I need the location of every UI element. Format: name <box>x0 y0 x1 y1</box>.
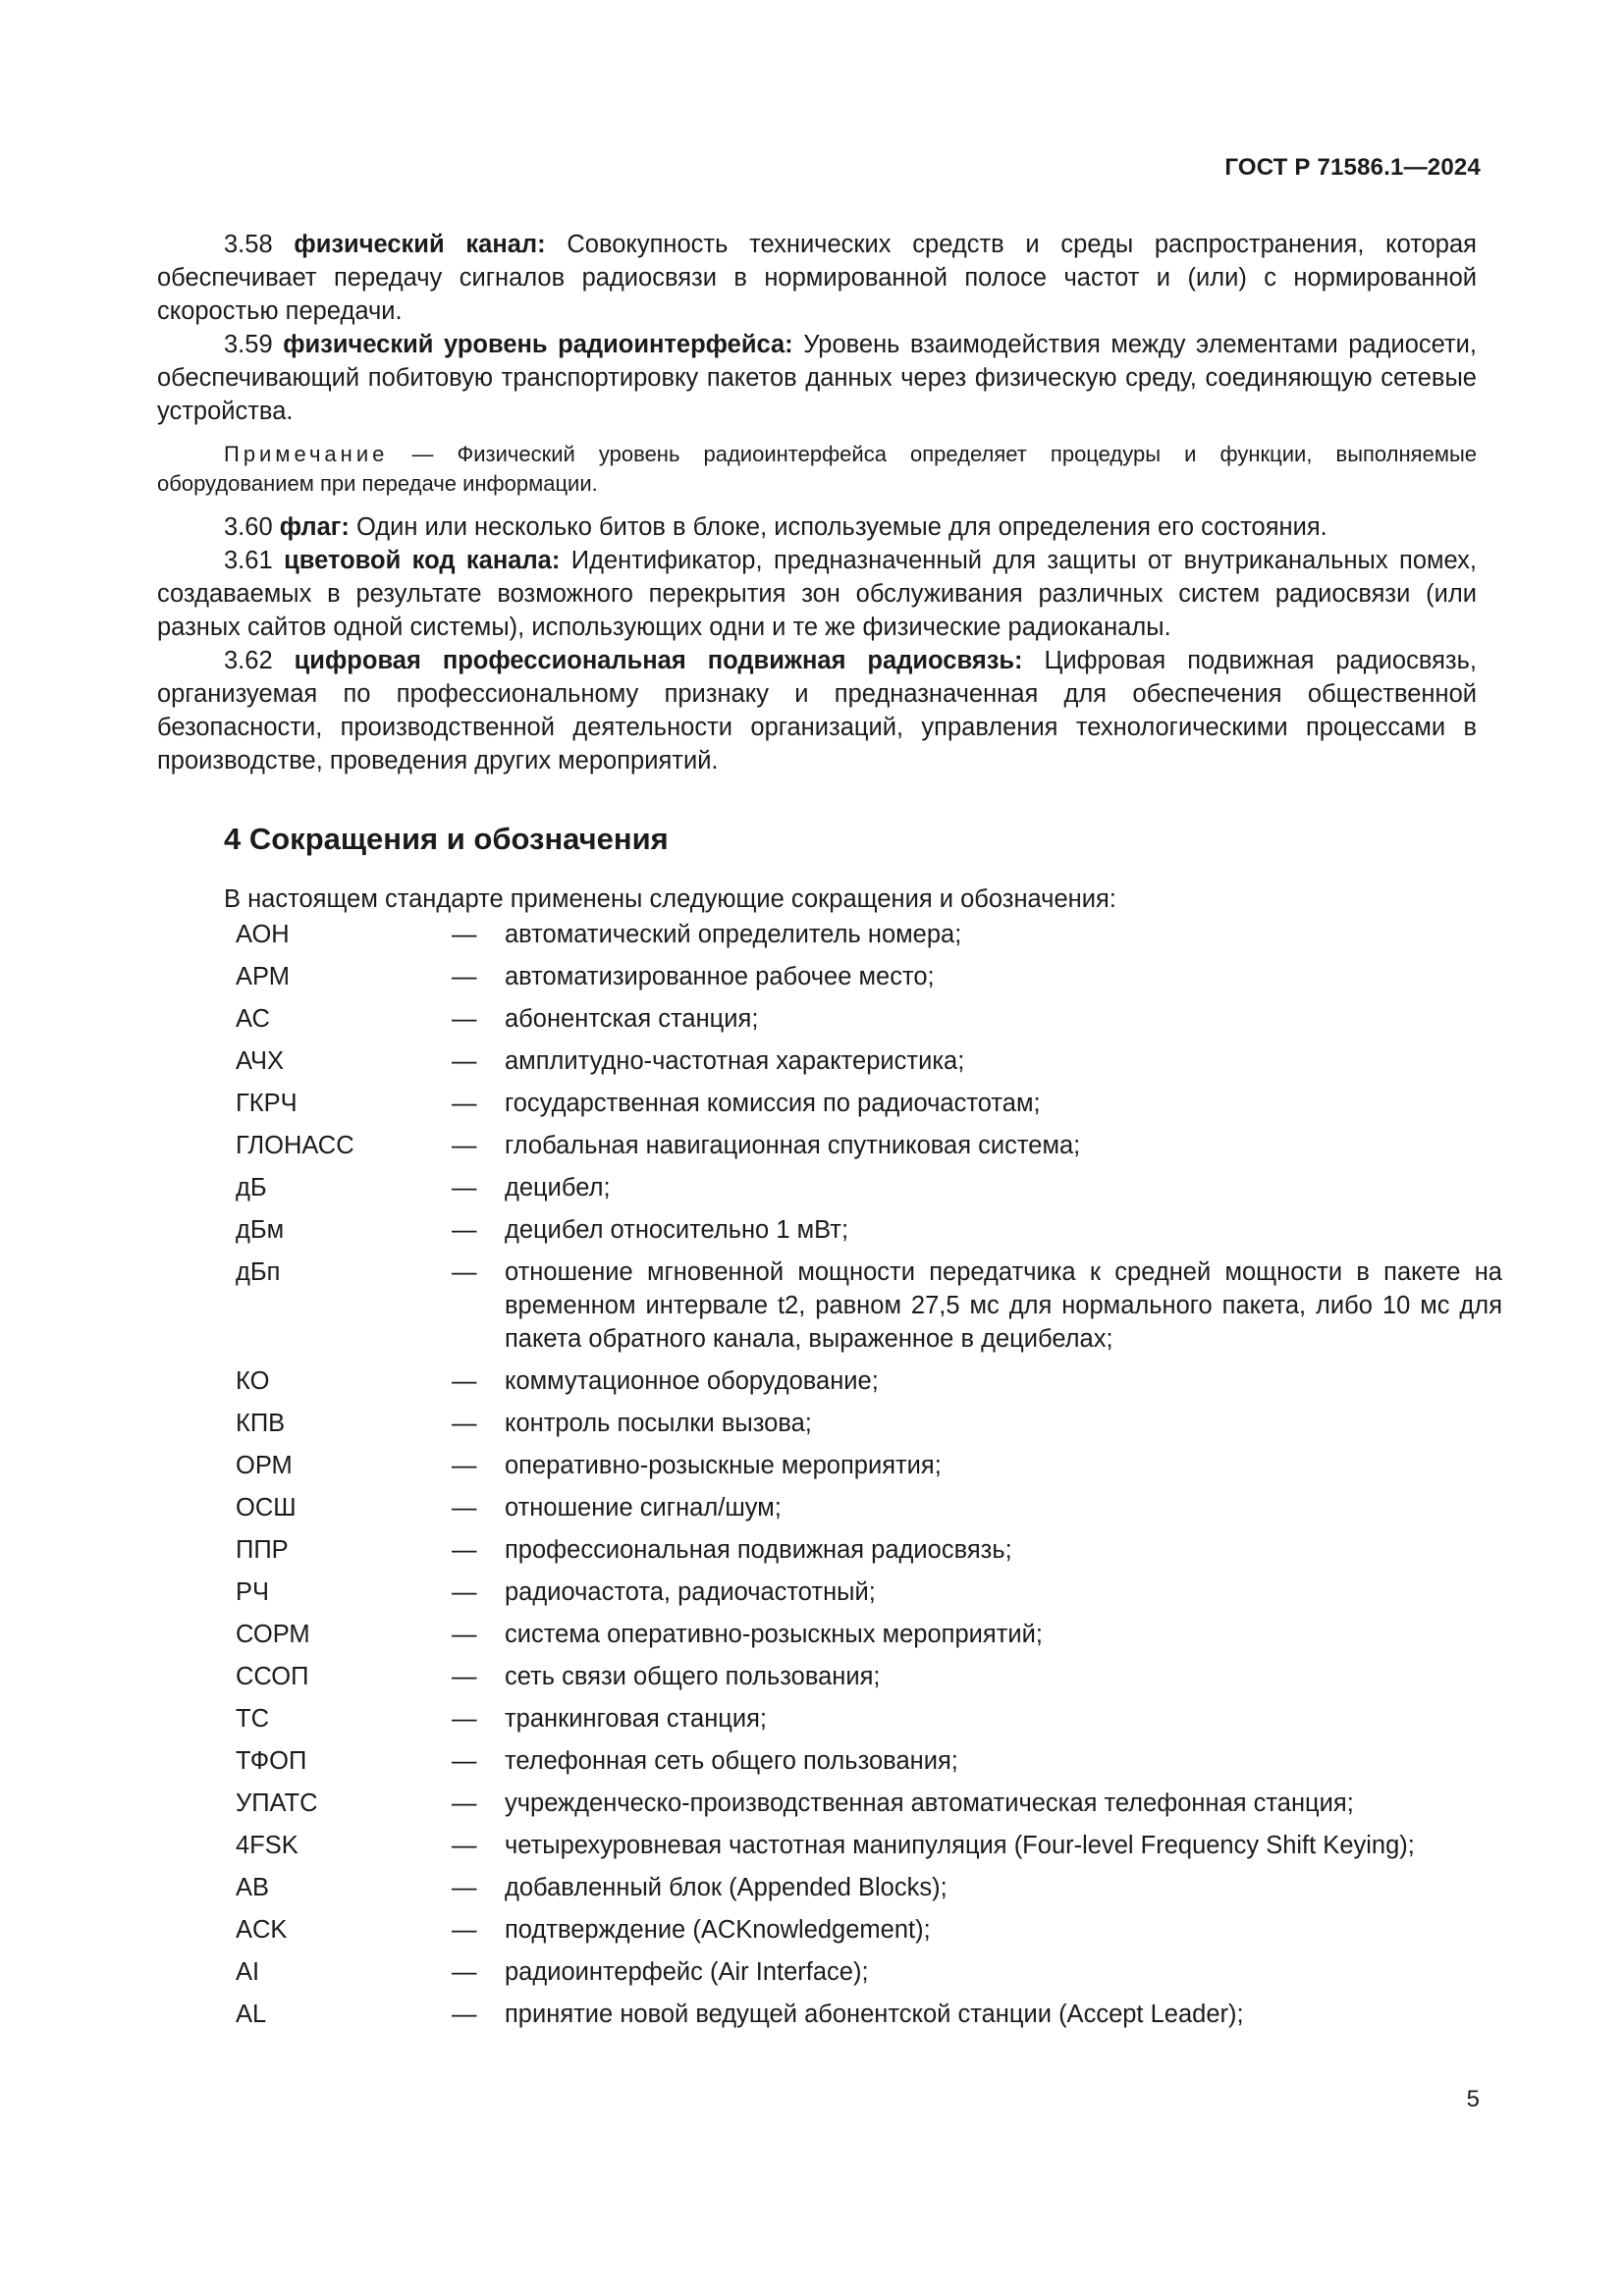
definition-term: флаг: <box>279 513 350 541</box>
abbreviation-row <box>236 1998 1477 2040</box>
definition-number: 3.58 <box>224 231 273 258</box>
abbreviation-code: ТС <box>236 1705 269 1733</box>
definition-number: 3.61 <box>224 547 273 574</box>
definition-text: Цифровая подвижная радиосвязь, организуемая по профессиональному признаку и предназначенная для обеспечения общественной безопасности, производственной деятельности организаций, управления технологическими процессами в производстве, проведения других мероприятий. <box>157 647 1477 774</box>
abbreviation-code: КПВ <box>236 1410 286 1437</box>
abbreviation-code: КО <box>236 1367 270 1395</box>
abbreviation-description: децибел относительно 1 мВт; <box>505 1216 849 1244</box>
abbreviation-dash: — <box>452 1090 477 1117</box>
abbreviation-description: коммутационное оборудование; <box>505 1367 879 1395</box>
abbreviation-row <box>236 1364 1477 1407</box>
abbreviation-description: автоматический определитель номера; <box>505 921 962 948</box>
abbreviation-code: АОН <box>236 921 290 948</box>
abbreviation-description: добавленный блок (Appended Blocks); <box>505 1874 947 1901</box>
abbreviation-row <box>236 1618 1477 1660</box>
definition-number: 3.59 <box>224 331 273 358</box>
abbreviation-dash: — <box>452 1132 477 1159</box>
abbreviation-description: профессиональная подвижная радиосвязь; <box>505 1536 1012 1564</box>
abbreviation-description: радиочастота, радиочастотный; <box>505 1578 876 1606</box>
abbreviation-row <box>236 1255 1502 1364</box>
abbreviation-dash: — <box>452 1578 477 1606</box>
abbreviation-row <box>236 1913 1477 1955</box>
abbreviation-code: ОРМ <box>236 1452 293 1479</box>
abbreviation-row <box>236 1787 1477 1829</box>
abbreviation-dash: — <box>452 1621 477 1648</box>
abbreviation-row <box>236 1702 1477 1744</box>
definition-term: физический уровень радиоинтерфейса: <box>283 331 793 358</box>
abbreviation-dash: — <box>452 1874 477 1901</box>
abbreviation-dash: — <box>452 1410 477 1437</box>
abbreviation-description: контроль посылки вызова; <box>505 1410 812 1437</box>
abbreviation-code: ССОП <box>236 1663 309 1690</box>
abbreviation-dash: — <box>452 1216 477 1244</box>
abbreviation-description: абонентская станция; <box>505 1005 759 1033</box>
note-label: Примечание <box>224 442 389 466</box>
abbreviation-row <box>236 1407 1477 1449</box>
definition-text: Уровень взаимодействия между элементами радиосети, обеспечивающий побитовую транспортировку пакетов данных через физическую среду, соединяющую сетевые устройства. <box>157 331 1477 425</box>
abbreviation-row <box>236 1533 1477 1575</box>
abbreviation-description: четырехуровневая частотная манипуляция (Four-level Frequency Shift Keying); <box>505 1832 1415 1859</box>
abbreviation-code: АРМ <box>236 963 290 990</box>
abbreviation-dash: — <box>452 1047 477 1075</box>
abbreviation-description: глобальная навигационная спутниковая система; <box>505 1132 1081 1159</box>
abbreviation-description: отношение мгновенной мощности передатчика к средней мощности в пакете на временном интервале t2, равном 27,5 мс для нормального пакета, либо 10 мс для пакета обратного канала, выраженное в децибелах; <box>505 1258 1502 1353</box>
definition-term: цветовой код канала: <box>284 547 561 574</box>
abbreviation-code: АЧХ <box>236 1047 285 1075</box>
abbreviation-code: дБ <box>236 1174 267 1201</box>
abbreviation-dash: — <box>452 2001 477 2028</box>
abbreviation-description: подтверждение (ACKnowledgement); <box>505 1916 931 1944</box>
document-header: ГОСТ Р 71586.1—2024 <box>1224 154 1481 181</box>
abbreviation-dash: — <box>452 1789 477 1817</box>
abbreviation-dash: — <box>452 1494 477 1522</box>
abbreviation-row <box>236 1129 1477 1171</box>
abbreviation-code: дБм <box>236 1216 285 1244</box>
abbreviation-dash: — <box>452 1452 477 1479</box>
note <box>157 440 1477 499</box>
definition-text: Идентификатор, предназначенный для защиты от внутриканальных помех, создаваемых в результате возможного перекрытия зон обслуживания различных систем радиосвязи (или разных сайтов одной системы), использующих одни и те же физические радиоканалы. <box>157 547 1477 641</box>
abbreviation-dash: — <box>452 1705 477 1733</box>
abbreviation-row <box>236 1044 1477 1087</box>
abbreviation-row <box>236 1575 1477 1618</box>
abbreviation-code: ОСШ <box>236 1494 297 1522</box>
definition-3-60 <box>157 510 1477 544</box>
abbreviation-code: РЧ <box>236 1578 270 1606</box>
definition-text: Один или несколько битов в блоке, используемые для определения его состояния. <box>356 513 1327 541</box>
abbreviation-row <box>236 918 1477 960</box>
page-number: 5 <box>1466 2086 1480 2112</box>
abbreviation-code: ГЛОНАСС <box>236 1132 354 1159</box>
abbreviation-dash: — <box>452 1367 477 1395</box>
definition-number: 3.60 <box>224 513 273 541</box>
abbreviation-dash: — <box>452 921 477 948</box>
section-intro: В настоящем стандарте применены следующие сокращения и обозначения: <box>224 885 1116 913</box>
abbreviation-description: телефонная сеть общего пользования; <box>505 1747 958 1775</box>
definition-text: Совокупность технических средств и среды распространения, которая обеспечивает передачу сигналов радиосвязи в нормированной полосе частот и (или) с нормированной скоростью передачи. <box>157 231 1477 325</box>
abbreviation-description: отношение сигнал/шум; <box>505 1494 782 1522</box>
abbreviation-code: 4FSK <box>236 1832 298 1859</box>
abbreviation-dash: — <box>452 963 477 990</box>
section-title: 4 Сокращения и обозначения <box>224 822 669 856</box>
definition-3-59 <box>157 328 1477 428</box>
abbreviation-dash: — <box>452 1005 477 1033</box>
abbreviation-dash: — <box>452 1747 477 1775</box>
abbreviation-row <box>236 1491 1477 1533</box>
abbreviation-code: АС <box>236 1005 270 1033</box>
abbreviation-row <box>236 1449 1477 1491</box>
abbreviation-row <box>236 1171 1477 1213</box>
definition-3-62 <box>157 644 1477 777</box>
abbreviation-description: транкинговая станция; <box>505 1705 768 1733</box>
abbreviation-row <box>236 1955 1477 1998</box>
abbreviation-code: ГКРЧ <box>236 1090 298 1117</box>
abbreviation-code: ACK <box>236 1916 288 1944</box>
abbreviation-code: дБп <box>236 1258 281 1286</box>
abbreviation-list <box>157 918 1502 2040</box>
definition-3-61 <box>157 544 1477 644</box>
abbreviation-description: система оперативно-розыскных мероприятий; <box>505 1621 1043 1648</box>
abbreviation-description: оперативно-розыскные мероприятия; <box>505 1452 942 1479</box>
abbreviation-dash: — <box>452 1174 477 1201</box>
definition-number: 3.62 <box>224 647 273 674</box>
abbreviation-row <box>236 1002 1477 1044</box>
definition-term: цифровая профессиональная подвижная радиосвязь: <box>294 647 1023 674</box>
abbreviation-description: автоматизированное рабочее место; <box>505 963 935 990</box>
definition-3-58 <box>157 228 1477 328</box>
abbreviation-dash: — <box>452 1536 477 1564</box>
abbreviation-dash: — <box>452 1258 477 1286</box>
abbreviation-row <box>236 1660 1477 1702</box>
abbreviation-dash: — <box>452 1916 477 1944</box>
abbreviation-code: ППР <box>236 1536 289 1564</box>
abbreviation-code: AI <box>236 1958 260 1986</box>
abbreviation-row <box>236 1744 1477 1787</box>
abbreviation-code: AB <box>236 1874 270 1901</box>
definition-term: физический канал: <box>294 231 546 258</box>
abbreviation-description: сеть связи общего пользования; <box>505 1663 881 1690</box>
abbreviation-code: ТФОП <box>236 1747 307 1775</box>
abbreviation-code: AL <box>236 2001 267 2028</box>
abbreviation-code: СОРМ <box>236 1621 310 1648</box>
abbreviation-row <box>236 1829 1477 1871</box>
abbreviation-description: учрежденческо-производственная автоматическая телефонная станция; <box>505 1789 1354 1817</box>
abbreviation-description: государственная комиссия по радиочастотам; <box>505 1090 1041 1117</box>
abbreviation-row <box>236 1871 1477 1913</box>
abbreviation-dash: — <box>452 1663 477 1690</box>
abbreviation-row <box>236 1213 1477 1255</box>
abbreviation-row <box>236 960 1477 1002</box>
page-content <box>157 228 1502 2040</box>
abbreviation-description: принятие новой ведущей абонентской станции (Accept Leader); <box>505 2001 1244 2028</box>
abbreviation-description: радиоинтерфейс (Air Interface); <box>505 1958 869 1986</box>
note-text: — Физический уровень радиоинтерфейса определяет процедуры и функции, выполняемые оборудованием при передаче информации. <box>157 442 1477 496</box>
abbreviation-dash: — <box>452 1958 477 1986</box>
abbreviation-description: амплитудно-частотная характеристика; <box>505 1047 965 1075</box>
abbreviation-dash: — <box>452 1832 477 1859</box>
abbreviation-description: децибел; <box>505 1174 611 1201</box>
abbreviation-code: УПАТС <box>236 1789 318 1817</box>
abbreviation-row <box>236 1087 1477 1129</box>
